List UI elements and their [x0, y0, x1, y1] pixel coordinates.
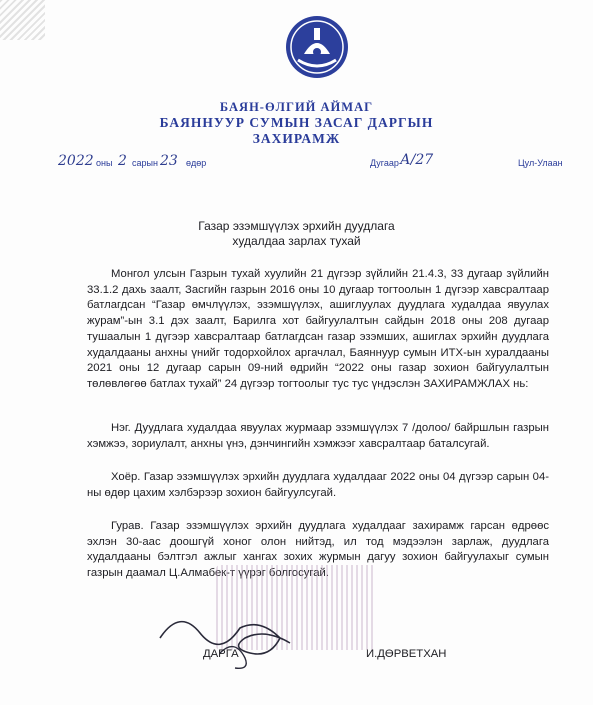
paragraph-item-3: Гурав. Газар эзэмшүүлэх эрхийн дуудлага худалдааг захирамж гарсан өдрөөс эхлэн 30-аас доошгүй хоног олон нийтэд, ил тод мэдээлэн зарлаж, дуудлага худалдааны бэлтгэл ажлыг хангах зохих журмын дагуу зохион байгуулахыг сумын газрын даамал Ц.Алмабек-т үүрэг болгосугай.: [87, 520, 549, 580]
header-governor: БАЯННУУР СУМЫН ЗАСАГ ДАРГЫН: [159, 115, 434, 130]
number-label: Дугаар: [370, 158, 399, 168]
date-year-label: оны: [96, 158, 113, 168]
place-label: Цул-Улаан: [518, 158, 563, 168]
date-year-hand: 2022: [58, 153, 94, 169]
date-day-label: өдөр: [186, 158, 207, 168]
header-aimag: БАЯН-ӨЛГИЙ АЙМАГ: [219, 100, 374, 114]
header-decree: ЗАХИРАМЖ: [252, 131, 341, 146]
subject-line-2: худалдаа зарлах тухай: [232, 234, 361, 248]
signature-title: ДАРГА: [203, 648, 239, 660]
paragraph-item-2: Хоёр. Газар эзэмшүүлэх эрхийн дуудлага худалдааг 2022 оны 04 дүгээр сарын 04-ны өдөр цахим хэлбэрээр зохион байгуулсугай.: [87, 471, 549, 499]
date-month-hand: 2: [118, 153, 127, 169]
scan-corner-mark: [0, 0, 45, 40]
date-day-hand: 23: [160, 153, 178, 169]
date-month-label: сарын: [132, 158, 158, 168]
handwritten-signature-icon: [150, 598, 330, 678]
paragraph-item-1: Нэг. Дуудлага худалдаа явуулах журмаар эзэмшүүлэх 7 /долоо/ байршлын газрын хэмжээ, зориулалт, анхны үнэ, дэнчингийн хэмжээг хавсралтаар баталсугай.: [87, 422, 549, 450]
paragraph-preamble: Монгол улсын Газрын тухай хуулийн 21 дүгээр зүйлийн 21.4.3, 33 дугаар зүйлийн 33.1.2 дахь заалт, Засгийн газрын 2016 оны 10 дугаар тогтоолын 1 дүгээр хавсралтаар батлагдсан “Газар өмчлүүлэх, эзэмшүүлэх, ашиглуулах дуудлага худалдаа явуулах журам”-ын 3.1 дэх заалт, Барилга хот байгуулалтын сайдын 2018 оны 208 дугаар тушаалын 1 дүгээр хавсралтаар батлагдсан газар эзэмших, ашиглах эрхийн дуудлага худалдааны анхны үнийг тодорхойлох аргачлал, Баяннуур сумын ИТХ-ын хуралдааны 2021 оны 12 дугаар сарын 09-ний өдрийн “2022 оны газар зохион байгуулалтын төлөвлөгөө батлах тухай” 24 дүгээр тогтоолыг тус тус үндэслэн ЗАХИРАМЖЛАХ нь:: [87, 268, 549, 390]
subject-line-1: Газар эзэмшүүлэх эрхийн дуудлага: [198, 219, 395, 233]
state-emblem-icon: [284, 14, 350, 80]
number-hand: А/27: [400, 152, 434, 168]
signature-name: И.ДӨРВЕТХАН: [366, 648, 447, 660]
